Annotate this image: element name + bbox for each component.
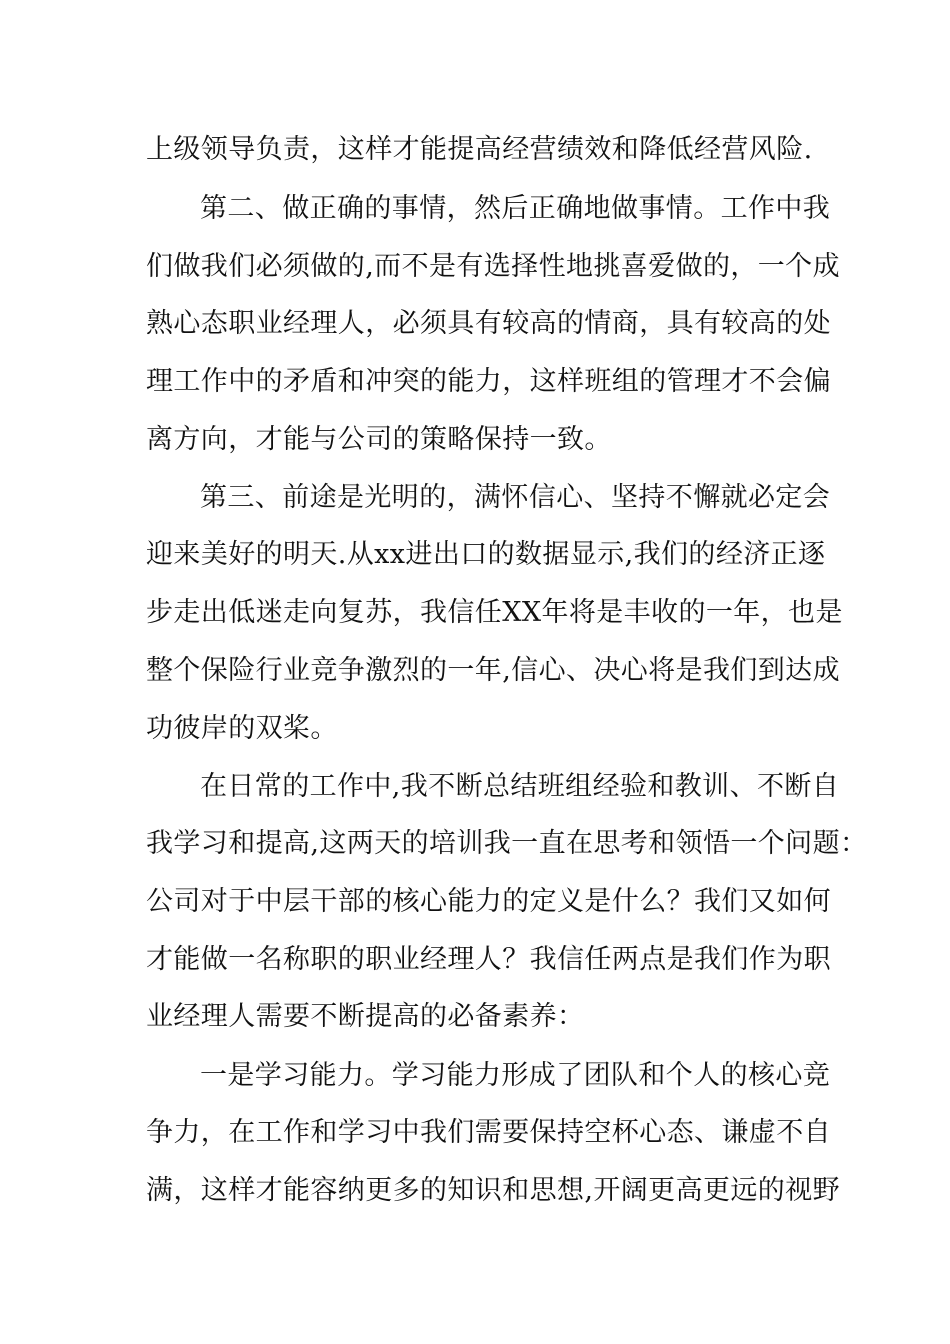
- paragraph-start-line: 第三、前途是光明的，满怀信心、坚持不懈就必定会: [200, 482, 831, 513]
- text-line: 公司对于中层干部的核心能力的定义是什么？我们又如何: [146, 886, 831, 917]
- paragraph-start-line: 在日常的工作中,我不断总结班组经验和教训、不断自: [200, 771, 840, 802]
- paragraph-start-line: 第二、做正确的事情，然后正确地做事情。工作中我: [200, 193, 831, 224]
- text-line: 理工作中的矛盾和冲突的能力，这样班组的管理才不会偏: [146, 366, 831, 397]
- paragraph-start-line: 一是学习能力。学习能力形成了团队和个人的核心竞: [200, 1060, 831, 1091]
- text-line: 熟心态职业经理人，必须具有较高的情商，具有较高的处: [146, 308, 831, 339]
- text-line: 上级领导负责，这样才能提高经营绩效和降低经营风险.: [146, 134, 813, 165]
- text-line: 功彼岸的双桨。: [146, 713, 338, 744]
- text-line: 离方向，才能与公司的策略保持一致。: [146, 424, 612, 455]
- text-line: 争力，在工作和学习中我们需要保持空杯心态、谦虚不自: [146, 1117, 831, 1148]
- text-line: 们做我们必须做的,而不是有选择性地挑喜爱做的，一个成: [146, 251, 840, 282]
- text-line: 步走出低迷走向复苏，我信任XX年将是丰收的一年，也是: [146, 597, 843, 628]
- text-line: 满，这样才能容纳更多的知识和思想,开阔更高更远的视野: [146, 1175, 840, 1206]
- text-line: 业经理人需要不断提高的必备素养：: [146, 1001, 585, 1032]
- text-line: 我学习和提高,这两天的培训我一直在思考和领悟一个问题：: [146, 828, 868, 859]
- text-line: 才能做一名称职的职业经理人？我信任两点是我们作为职: [146, 944, 831, 975]
- text-line: 迎来美好的明天.从xx进出口的数据显示,我们的经济正逐: [146, 539, 826, 570]
- text-line: 整个保险行业竞争激烈的一年,信心、决心将是我们到达成: [146, 655, 840, 686]
